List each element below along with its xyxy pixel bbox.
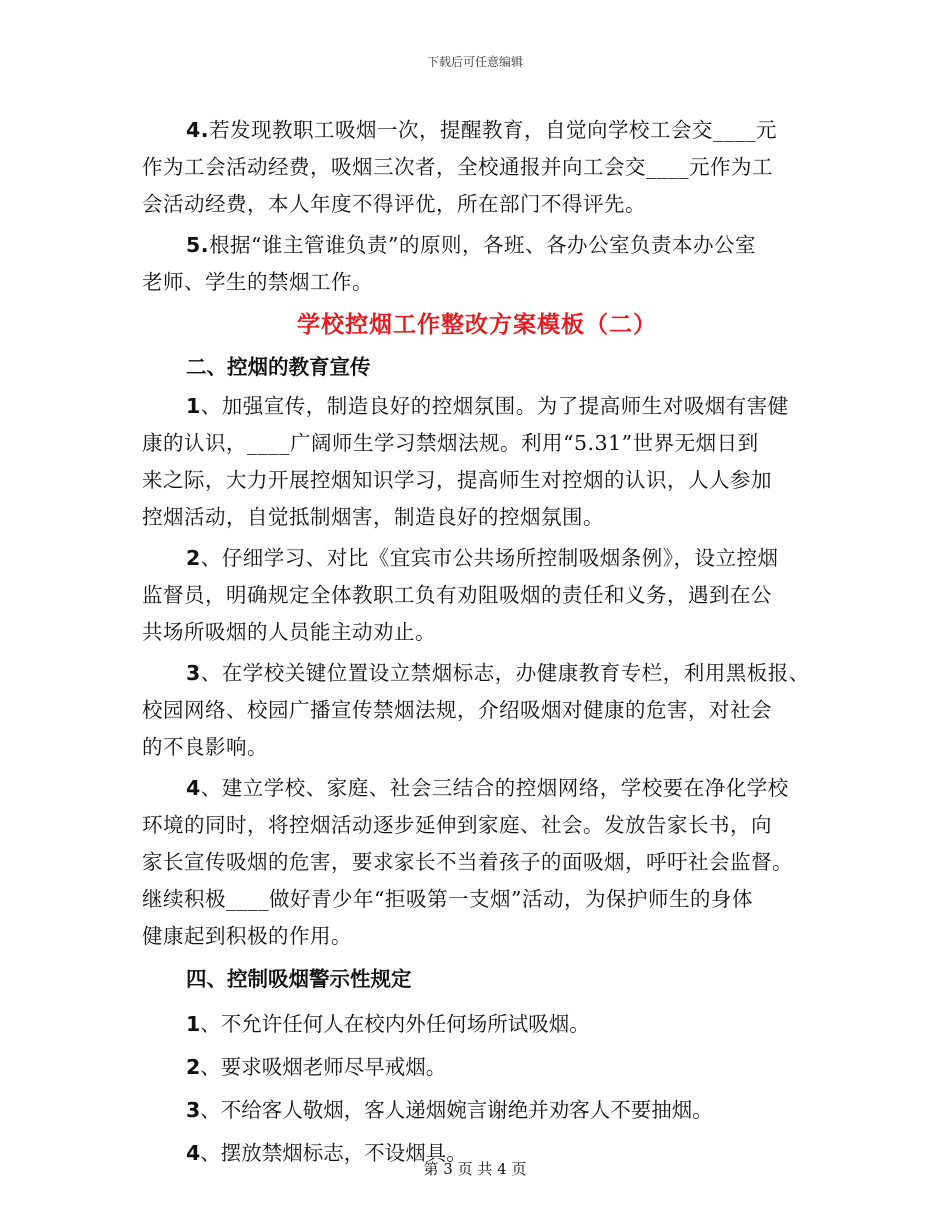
section-2-p1-line-3: 来之际，大力开展控烟知识学习，提高师生对控烟的认识，人人参加 <box>142 468 772 492</box>
section-2-p2-line-3: 共场所吸烟的人员能主动劝止。 <box>142 620 436 644</box>
section-2-p1-line-2: 康的认识，____广阔师生学习禁烟法规。利用“5.31”世界无烟日到 <box>142 431 759 455</box>
section-2-p3-line-1: 3、在学校关键位置设立禁烟标志，办健康教育专栏，利用黑板报、 <box>186 661 810 685</box>
item-4-line-1: 4.若发现教职工吸烟一次，提醒教育，自觉向学校工会交____元 <box>186 118 778 142</box>
header-note: 下载后可任意编辑 <box>426 55 523 69</box>
section-4-heading: 四、控制吸烟警示性规定 <box>186 967 412 991</box>
document-title: 学校控烟工作整改方案模板（二） <box>297 311 657 338</box>
section-2-p4-line-1: 4、建立学校、家庭、社会三结合的控烟网络，学校要在净化学校 <box>186 776 789 800</box>
section-2-p3-line-2: 校园网络、校园广播宣传禁烟法规，介绍吸烟对健康的危害，对社会 <box>142 698 772 722</box>
item-5-line-1: 5.根据“谁主管谁负责”的原则，各班、各办公室负责本办公室 <box>186 233 757 257</box>
section-2-p4-line-5: 健康起到积极的作用。 <box>142 924 352 948</box>
item-4-number: 4. <box>186 118 210 142</box>
section-4-item-2: 2、要求吸烟老师尽早戒烟。 <box>186 1055 447 1079</box>
item-4-line-2: 作为工会活动经费，吸烟三次者，全校通报并向工会交____元作为工 <box>142 155 773 179</box>
section-2-p2-line-2: 监督员，明确规定全体教职工负有劝阻吸烟的责任和义务，遇到在公 <box>142 583 772 607</box>
section-2-p2-line-1: 2、仔细学习、对比《宜宾市公共场所控制吸烟条例》，设立控烟 <box>186 546 779 570</box>
section-4-item-3: 3、不给客人敬烟，客人递烟婉言谢绝并劝客人不要抽烟。 <box>186 1098 713 1122</box>
section-4-item-1: 1、不允许任何人在校内外任何场所试吸烟。 <box>186 1012 590 1036</box>
item-5-number: 5. <box>186 233 210 257</box>
section-2-p4-line-4: 继续积极____做好青少年“拒吸第一支烟”活动，为保护师生的身体 <box>142 887 753 911</box>
item-4-line-3: 会活动经费，本人年度不得评优，所在部门不得评先。 <box>142 192 646 216</box>
section-2-p1-line-1: 1、加强宣传，制造良好的控烟氛围。为了提高师生对吸烟有害健 <box>186 394 789 418</box>
section-2-p4-line-3: 家长宣传吸烟的危害，要求家长不当着孩子的面吸烟，呼吁社会监督。 <box>142 850 793 874</box>
section-2-p3-line-3: 的不良影响。 <box>142 735 268 759</box>
document-body <box>142 112 812 1172</box>
section-2-heading: 二、控烟的教育宣传 <box>186 355 371 379</box>
section-4-item-4: 4、摆放禁烟标志，不设烟具。 <box>186 1141 467 1165</box>
page-footer: 第 3 页 共 4 页 <box>423 1160 527 1178</box>
section-2-p1-line-4: 控烟活动，自觉抵制烟害，制造良好的控烟氛围。 <box>142 505 604 529</box>
item-5-line-2: 老师、学生的禁烟工作。 <box>142 270 373 294</box>
section-2-p4-line-2: 环境的同时，将控烟活动逐步延伸到家庭、社会。发放告家长书，向 <box>142 813 772 837</box>
